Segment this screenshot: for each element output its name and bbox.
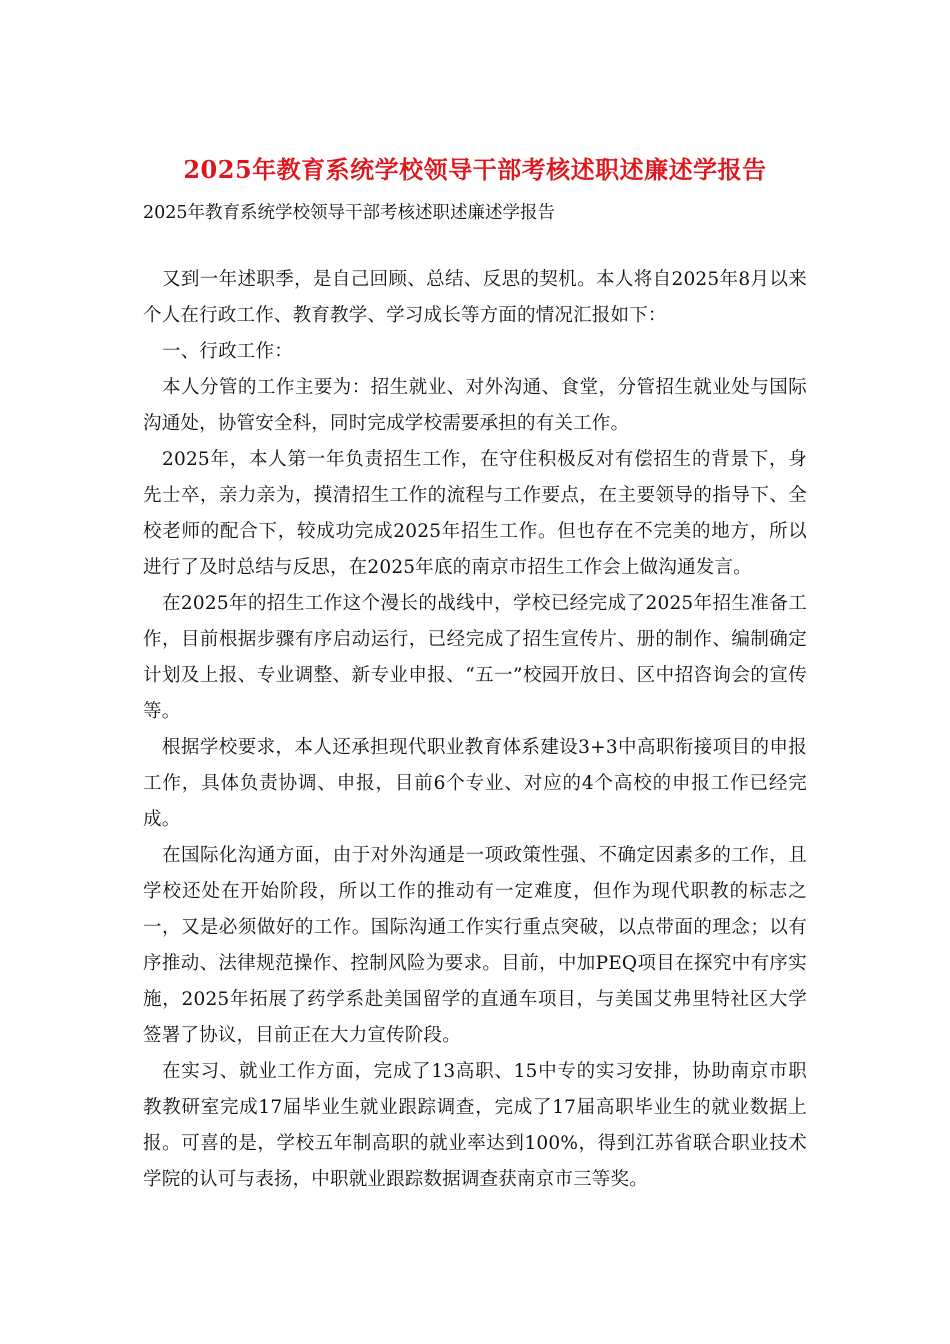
paragraph-3plus3-project: 根据学校要求，本人还承担现代职业教育体系建设3+3中高职衔接项目的申报工作，具体负责协调、申报，目前6个专业、对应的4个高校的申报工作已经完成。 (143, 737, 807, 830)
paragraph-international-communication: 在国际化沟通方面，由于对外沟通是一项政策性强、不确定因素多的工作，且学校还处在开始阶段，所以工作的推动有一定难度，但作为现代职教的标志之一，又是必须做好的工作。国际沟通工作实行重点突破，以点带面的理念；以有序推动、法律规范操作、控制风险为要求。目前，中加PEQ项目在探究中有序实施，2025年拓展了药学系赴美国留学的直通车项目，与美国艾弗里特社区大学签署了协议，目前正在大力宣传阶段。 (143, 845, 807, 1046)
paragraph-enrollment-2025: 2025年，本人第一年负责招生工作，在守住积极反对有偿招生的背景下，身先士卒，亲力亲为，摸清招生工作的流程与工作要点，在主要领导的指导下、全校老师的配合下，较成功完成2025年招生工作。但也存在不完美的地方，所以进行了及时总结与反思，在2025年底的南京市招生工作会上做沟通发言。 (143, 449, 807, 578)
document-title: 2025年教育系统学校领导干部考核述职述廉述学报告 (183, 155, 767, 184)
paragraph-enrollment-preparation: 在2025年的招生工作这个漫长的战线中，学校已经完成了2025年招生准备工作，目前根据步骤有序启动运行，已经完成了招生宣传片、册的制作、编制确定计划及上报、专业调整、新专业申报、“五一”校园开放日、区中招咨询会的宣传等。 (143, 593, 807, 722)
section-heading-admin-work: 一、行政工作： (162, 341, 293, 362)
document-subtitle: 2025年教育系统学校领导干部考核述职述廉述学报告 (143, 203, 556, 223)
paragraph-responsibilities: 本人分管的工作主要为：招生就业、对外沟通、食堂，分管招生就业处与国际沟通处，协管安全科，同时完成学校需要承担的有关工作。 (143, 377, 807, 434)
document-body (143, 262, 807, 1198)
paragraph-intro: 又到一年述职季，是自己回顾、总结、反思的契机。本人将自2025年8月以来个人在行政工作、教育教学、学习成长等方面的情况汇报如下： (143, 269, 807, 326)
paragraph-internship-employment: 在实习、就业工作方面，完成了13高职、15中专的实习安排，协助南京市职教教研室完成17届毕业生就业跟踪调查，完成了17届高职毕业生的就业数据上报。可喜的是，学校五年制高职的就业率达到100%，得到江苏省联合职业技术学院的认可与表扬，中职就业跟踪数据调查获南京市三等奖。 (143, 1061, 807, 1190)
